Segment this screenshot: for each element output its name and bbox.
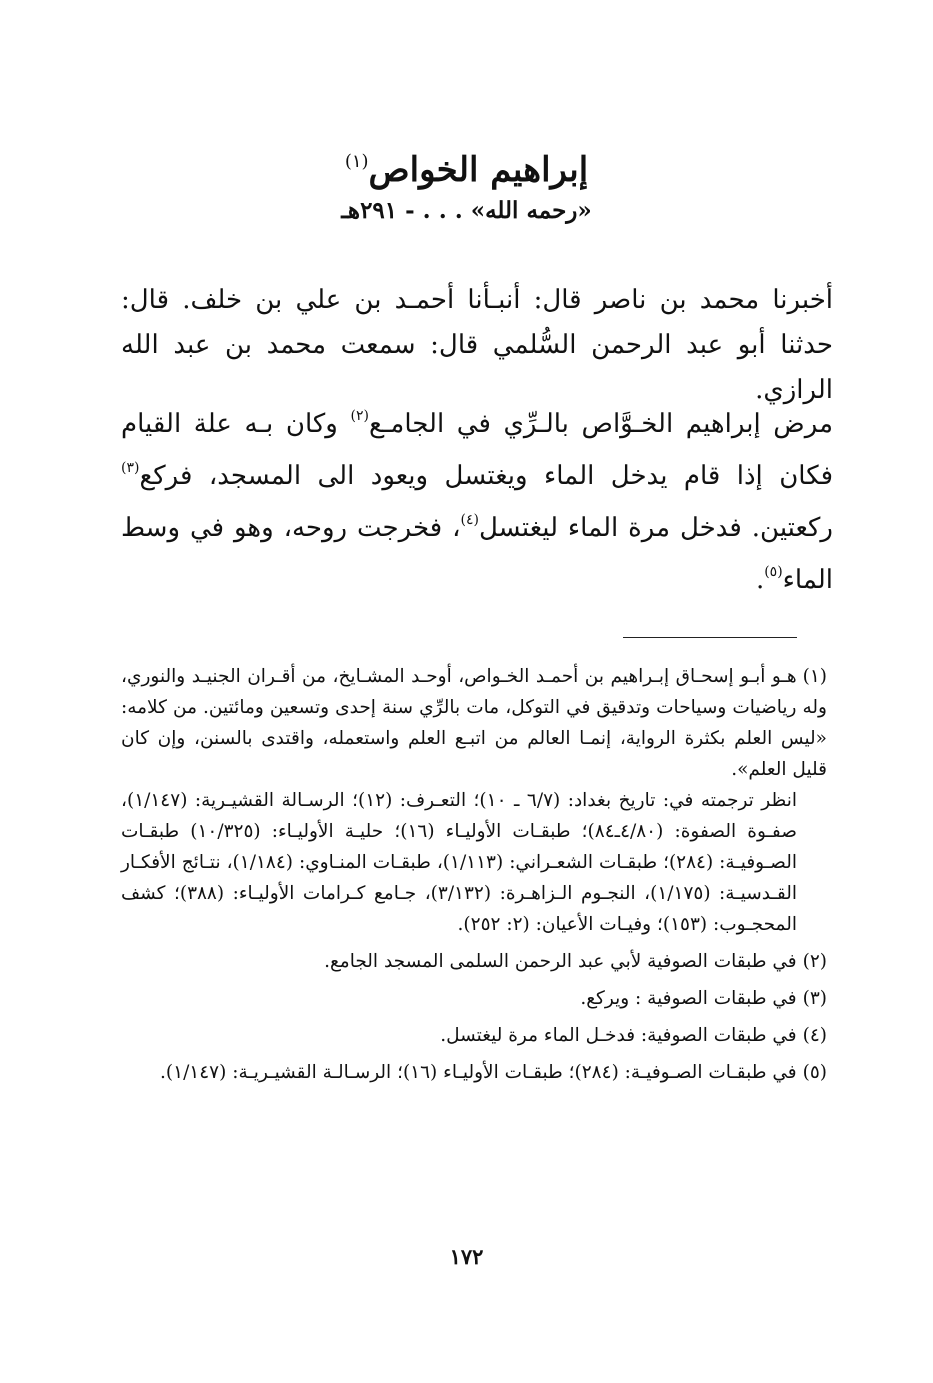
footnote-4 [121, 1020, 827, 1051]
footnote-4-number: (٤) [802, 1025, 827, 1046]
narration-part-4: ، فخرجت روحه، وهو في وسط الماء [121, 513, 833, 595]
footnote-marker-3: (٣) [121, 460, 140, 476]
narration-part-2: وكان بـه علة القيام فكان إذا قام يدخل الماء ويغتسل ويعود الى المسجد، فركع [121, 409, 833, 491]
footnote-3-text: في طبقات الصوفية : ويركع. [580, 988, 797, 1009]
footnote-2-text: في طبقات الصوفية لأبي عبد الرحمن السلمى المسجد الجامع. [324, 951, 797, 972]
footnote-marker-5: (٥) [764, 564, 783, 580]
footnote-1-text: هـو أبـو إسحـاق إبـراهيم بن أحمـد الخـواص، أوحـد المشـايخ، من أقـران الجنيـد والنوري، وله رياضيات وسياحات وتدقيق في التوكل، مات بالرِّي سنة إحدى وتسعين ومائتين. من كلامه: «ليس العلم بكثرة الرواية، إنمـا العالم من اتبـع العلم واستعمله، واقتدى بالسنن، وإن كان قليل العلم». [121, 666, 827, 780]
title-footnote-marker: (١) [344, 151, 369, 172]
footnotes-section [121, 661, 827, 1088]
footnote-3 [121, 983, 827, 1014]
narration-part-1: مرض إبراهيم الخـوَّاص بالـرِّي في الجامـع [368, 409, 834, 439]
footnote-2 [121, 946, 827, 977]
footnote-separator [623, 637, 797, 638]
footnote-3-number: (٣) [802, 988, 827, 1009]
footnote-5-text: في طبقـات الصـوفيـة: (٢٨٤)؛ طبقـات الأوليـاء (١٦)؛ الرسـالـة القشيـريـة: (١/١٤٧). [160, 1062, 797, 1083]
page-title [0, 140, 933, 192]
footnote-1 [121, 661, 827, 785]
footnote-5-number: (٥) [802, 1062, 827, 1083]
footnote-5 [121, 1057, 827, 1088]
title-text: إبراهيم الخواص [368, 150, 589, 190]
footnote-1-number: (١) [802, 666, 827, 687]
narration-part-3: ركعتين. فدخل مرة الماء ليغتسل [478, 513, 833, 543]
page-number: ١٧٢ [449, 1244, 484, 1269]
footnote-1-sources: انظر ترجمته في: تاريخ بغداد: (٦/٧ ـ ١٠)؛ التعـرف: (١٢)؛ الرسـالة القشيـرية: (١/١٤٧)، صفـوة الصفوة: (٤/٨٠ـ٨٤)؛ طبقـات الأوليـاء (١٦)؛ حليـة الأوليـاء: (١٠/٣٢٥) طبقـات الصـوفيـة: (٢٨٤)؛ طبقـات الشعـراني: (١/١١٣)، طبقـات المنـاوي: (١/١٨٤)، نتـائج الأفكـار القـدسيـة: (١/١٧٥)، النجـوم الـزاهـرة: (٣/١٣٢)، جـامع كـرامات الأوليـاء: (٣٨٨)؛ كشف المحجـوب: (١٥٣)؛ وفيـات الأعيان: (٢: ٢٥٢). [121, 790, 797, 935]
footnote-marker-2: (٢) [350, 408, 369, 424]
footnote-marker-4: (٤) [460, 512, 479, 528]
footnote-2-number: (٢) [802, 951, 827, 972]
narration-paragraph [121, 394, 833, 602]
narration-part-5: . [755, 565, 765, 595]
isnad-paragraph: أخبرنا محمد بن ناصر قال: أنبـأنا أحمـد بن علي بن خلف. قال: حدثنا أبو عبد الرحمن السُّلمي قال: سمعت محمد بن عبد الله الرازي. [121, 285, 833, 405]
footnote-4-text: في طبقات الصوفية: فدخـل الماء مرة ليغتسل. [440, 1025, 797, 1046]
page-subtitle: «رحمه الله» . . . - ٢٩١هـ [341, 197, 592, 224]
